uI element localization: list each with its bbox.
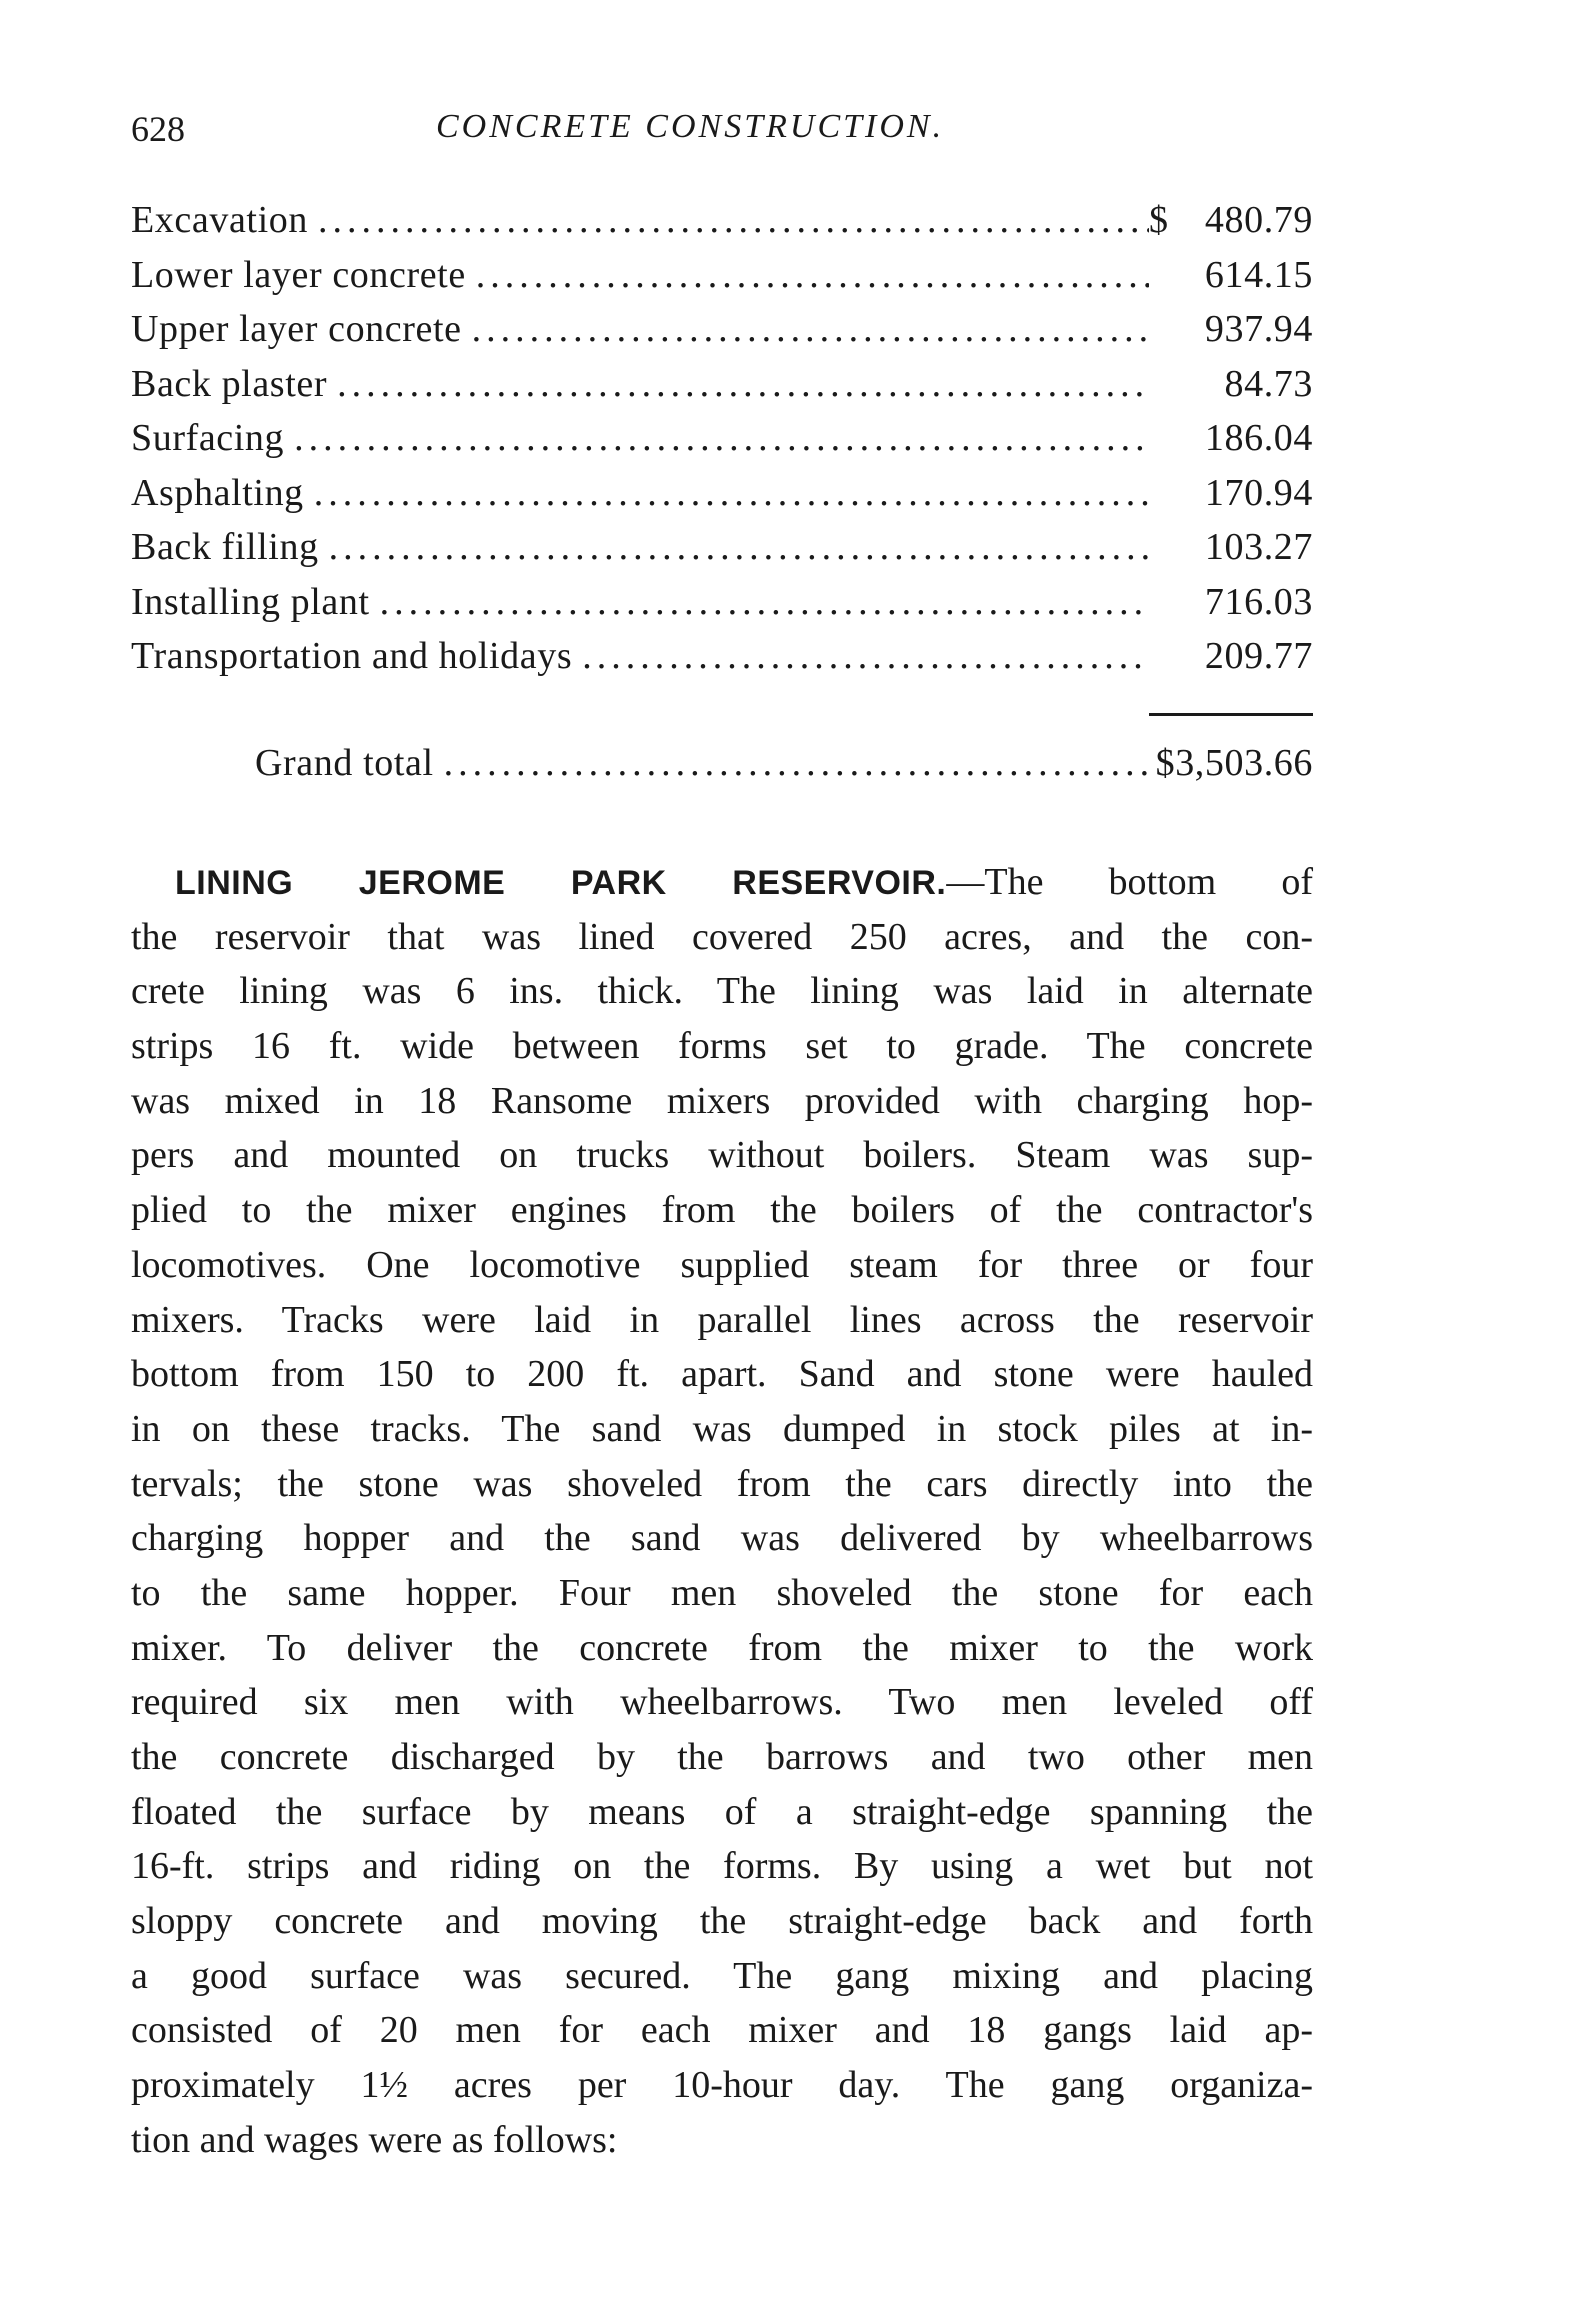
text-line: consisted of 20 men for each mixer and 18 gangs laid ap- [131,2009,1313,2052]
running-title: CONCRETE CONSTRUCTION. [436,108,945,145]
dot-leader [582,634,1149,678]
cost-label: Asphalting [131,471,304,514]
cost-label: Back plaster [131,362,328,405]
dot-leader [476,253,1149,297]
grand-total-row [255,741,1313,796]
dot-leader [314,471,1149,515]
cost-label: Installing plant [131,580,370,623]
cost-label: Lower layer concrete [131,253,466,296]
text-line: strips 16 ft. wide between forms set to grade. The concrete [131,1025,1313,1068]
dot-leader [444,741,1156,785]
text-line-content: —The bottom of [946,861,1313,903]
text-line: 16-ft. strips and riding on the forms. By using a wet but not [131,1845,1313,1888]
text-line: required six men with wheelbarrows. Two men leveled off [131,1681,1313,1724]
cost-value: 170.94 [1204,471,1313,514]
currency-symbol: $ [1149,199,1169,241]
text-line: pers and mounted on trucks without boilers. Steam was sup- [131,1134,1313,1177]
text-line: the concrete discharged by the barrows and two other men [131,1736,1313,1778]
cost-table [131,198,1313,689]
text-line: bottom from 150 to 200 ft. apart. Sand and stone were hauled [131,1353,1313,1396]
dot-leader [294,416,1149,460]
section-body [131,855,1313,2168]
cost-row [131,634,1313,689]
grand-total-value: $3,503.66 [1155,742,1313,784]
cost-row [131,198,1313,253]
dot-leader [329,525,1149,569]
cost-label: Transportation and holidays [131,635,573,677]
text-line: sloppy concrete and moving the straight-edge back and forth [131,1900,1313,1943]
cost-value: 186.04 [1204,417,1313,459]
text-line: mixers. Tracks were laid in parallel lines across the reservoir [131,1298,1313,1341]
cost-row [131,253,1313,308]
cost-label: Surfacing [131,417,285,459]
text-line [131,855,1313,910]
cost-value: 614.15 [1204,253,1313,296]
text-line: a good surface was secured. The gang mixing and placing [131,1954,1313,1997]
dot-leader [318,198,1149,242]
page-header [131,108,1313,158]
dot-leader [337,362,1149,406]
cost-value: 480.79 [1204,199,1313,241]
cost-label: Upper layer concrete [131,308,462,350]
dot-leader [472,307,1149,351]
text-line: proximately 1½ acres per 10-hour day. The gang organiza- [131,2064,1313,2107]
text-line: floated the surface by means of a straight-edge spanning the [131,1790,1313,1833]
text-line: the reservoir that was lined covered 250 acres, and the con- [131,915,1313,958]
text-line: mixer. To deliver the concrete from the mixer to the work [131,1626,1313,1669]
cost-row [131,307,1313,362]
text-line: crete lining was 6 ins. thick. The lining was laid in alternate [131,970,1313,1013]
total-rule [1149,713,1313,716]
cost-value: 209.77 [1204,635,1313,677]
cost-row [131,580,1313,635]
text-line: tion and wages were as follows: [131,2118,618,2161]
page-number: 628 [131,109,185,149]
section-heading: LINING JEROME PARK RESERVOIR. [175,864,947,902]
cost-row [131,416,1313,471]
text-line: locomotives. One locomotive supplied steam for three or four [131,1243,1313,1286]
cost-value: 103.27 [1204,526,1313,568]
cost-row [131,471,1313,526]
text-line: to the same hopper. Four men shoveled the stone for each [131,1571,1313,1614]
grand-total-label: Grand total [255,742,434,784]
cost-value: 716.03 [1204,580,1313,623]
cost-row [131,362,1313,417]
cost-label: Excavation [131,199,308,241]
text-line: was mixed in 18 Ransome mixers provided with charging hop- [131,1079,1313,1122]
cost-label: Back filling [131,526,319,568]
text-line: in on these tracks. The sand was dumped in stock piles at in- [131,1407,1313,1450]
cost-value: 937.94 [1204,308,1313,350]
text-line: plied to the mixer engines from the boilers of the contractor's [131,1189,1313,1232]
dot-leader [380,580,1149,624]
text-line: charging hopper and the sand was delivered by wheelbarrows [131,1517,1313,1560]
cost-row [131,525,1313,580]
cost-value: 84.73 [1224,362,1313,405]
text-line: tervals; the stone was shoveled from the cars directly into the [131,1462,1313,1505]
